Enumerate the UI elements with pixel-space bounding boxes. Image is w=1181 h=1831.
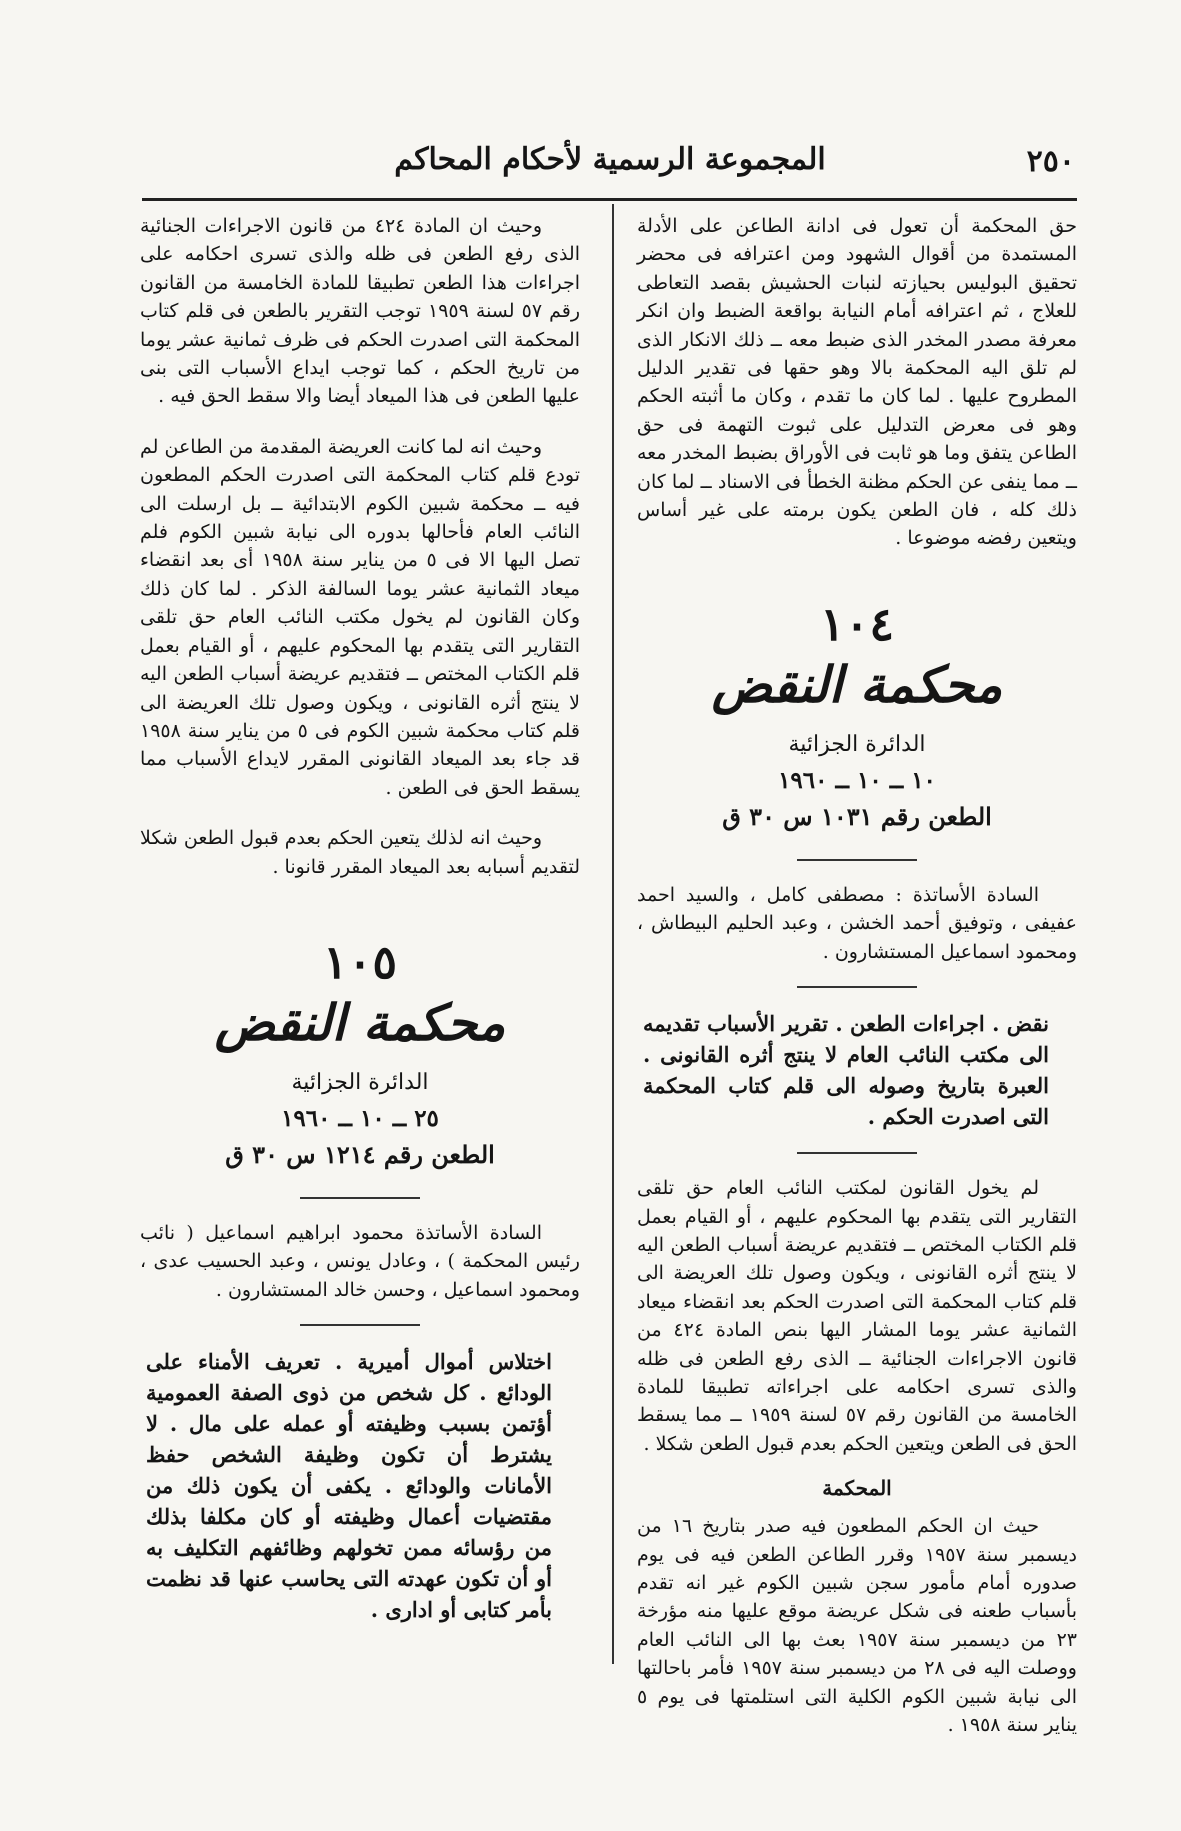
case-date: ٢٥ ــ ١٠ ــ ١٩٦٠: [281, 1104, 439, 1132]
running-title: المجموعة الرسمية لأحكام المحاكم: [394, 142, 826, 177]
case-number: ١٠٥: [322, 934, 398, 989]
reasoning-paragraph-2: وحيث انه لما كانت العريضة المقدمة من الطاعن لم تودع قلم كتاب المحكمة التى اصدرت الحكم المطعون فيه ــ محكمة شبين الكوم الابتدائية ــ بل ارسلت الى النائب العام فأحالها بدوره الى نيابة شبين الكوم فلم تصل اليها الا فى ٥ من يناير سنة ١٩٥٨ أى بعد انقضاء ميعاد الثمانية عشر يوما السالفة الذكر . لما كان ذلك وكان القانون لم يخول مكتب النائب العام حق تلقى التقارير التى يتقدم بها المحكوم عليهم ، أو القيام بعمل قلم الكتاب المختص ــ فتقديم عريضة أسباب الطعن اليه لا ينتج أثره القانونى ، ويكون وصول تلك العريضة الى قلم كتاب محكمة شبين الكوم فى ٥ من يناير سنة ١٩٥٨ قد جاء بعد الميعاد القانونى المقرر لايداع الأسباب مما يسقط الحق فى الطعن .: [140, 435, 580, 799]
section-rule: [797, 859, 917, 861]
page-header: [145, 138, 1075, 190]
headnote: نقض . اجراءات الطعن . تقرير الأسباب تقديمه الى مكتب النائب العام لا ينتج أثره القانونى . العبرة بتاريخ وصوله الى قلم كتاب المحكمة التى اصدرت الحكم .: [643, 1011, 1049, 1130]
left-column: [140, 212, 580, 1635]
section-rule: [300, 1197, 420, 1199]
judges-list: السادة الأساتذة محمود ابراهيم اسماعيل ( نائب رئيس المحكمة ) ، وعادل يونس ، وعبد الحسيب عدى ، ومحمود اسماعيل ، وحسن خالد المستشارون .: [140, 1221, 580, 1301]
reasoning-paragraph-3: وحيث انه لذلك يتعين الحكم بعدم قبول الطعن شكلا لتقديم أسبابه بعد الميعاد المقرر قانونا .: [140, 827, 580, 878]
court-reasoning-paragraph: حيث ان الحكم المطعون فيه صدر بتاريخ ١٦ من ديسمبر سنة ١٩٥٧ وقرر الطاعن الطعن فيه فى يوم صدوره أمام مأمور سجن شبين الكوم غير انه تقدم بأسباب طعنه فى شكل عريضة موقع عليها منه مؤرخة ٢٣ من ديسمبر سنة ١٩٥٧ بعث بها الى النائب العام ووصلت اليه فى ٢٨ من ديسمبر سنة ١٩٥٧ فأمر باحالتها الى نيابة شبين الكوم الكلية التى استلمتها فى يوم ٥ يناير سنة ١٩٥٨ .: [637, 1515, 1078, 1736]
court-name: محكمة النقض: [711, 654, 1003, 714]
header-rule: [142, 198, 1077, 201]
column-divider: [612, 204, 614, 1664]
court-circuit: الدائرة الجزائية: [788, 731, 926, 757]
court-name: محكمة النقض: [214, 992, 506, 1052]
appeal-number: الطعن رقم ١٠٣١ س ٣٠ ق: [722, 801, 992, 831]
court-section-heading: المحكمة: [822, 1476, 892, 1501]
headnote: اختلاس أموال أميرية . تعريف الأمناء على الودائع . كل شخص من ذوى الصفة العمومية أؤتمن بسبب وظيفته أو عمله على مال . لا يشترط أن تكون وظيفة الشخص حفظ الأمانات والودائع . يكفى أن يكون ذلك من مقتضيات أعمال وظيفته أو كان مكلفا بذلك من رؤسائه ممن تخولهم وظائفهم التكليف به أو أن تكون عهدته التى يحاسب عنها قد نظمت بأمر كتابى أو ادارى .: [146, 1349, 552, 1623]
intro-paragraph: حق المحكمة أن تعول فى ادانة الطاعن على الأدلة المستمدة من أقوال الشهود ومن اعترافه فى محضر تحقيق البوليس بحيازته لنبات الحشيش بقصد التعاطى للعلاج ، ثم اعترافه أمام النيابة بواقعة الضبط وان انكر معرفة مصدر المخدر الذى ضبط معه ــ ذلك الانكار الذى لم تلق اليه المحكمة بالا وهو حقها فى تقدير الدليل المطروح عليها . لما كان ما تقدم ، وكان ما أثبته الحكم وهو فى معرض التدليل على ثبوت التهمة فى حق الطاعن يتفق وما هو ثابت فى الأوراق بضبط المخدر معه ــ مما ينفى عن الحكم مظنة الخطأ فى الاسناد ــ لما كان ذلك كله ، فان الطعن يكون برمته على غير أساس ويتعين رفضه موضوعا .: [637, 215, 1077, 550]
section-rule: [797, 1152, 917, 1154]
court-circuit: الدائرة الجزائية: [291, 1069, 429, 1095]
case-date: ١٠ ــ ١٠ ــ ١٩٦٠: [778, 766, 936, 794]
reasoning-paragraph-1: وحيث ان المادة ٤٢٤ من قانون الاجراءات الجنائية الذى رفع الطعن فى ظله والذى تسرى احكامه على اجراءات هذا الطعن تطبيقا للمادة الخامسة من القانون رقم ٥٧ لسنة ١٩٥٩ توجب التقرير بالطعن فى قلم كتاب المحكمة التى اصدرت الحكم فى ظرف ثمانية عشر يوما من تاريخ الحكم ، كما توجب ايداع الأسباب التى بنى عليها الطعن فى هذا الميعاد أيضا والا سقط الحق فيه .: [140, 215, 580, 408]
judges-list: السادة الأساتذة : مصطفى كامل ، والسيد احمد عفيفى ، وتوفيق أحمد الخشن ، وعبد الحليم البيطاش ، ومحمود اسماعيل المستشارون .: [637, 883, 1077, 963]
page-number: ٢٥٠: [1026, 144, 1075, 179]
legal-principle: لم يخول القانون لمكتب النائب العام حق تلقى التقارير التى يتقدم بها المحكوم عليهم ، أو القيام بعمل قلم الكتاب المختص ــ فتقديم عريضة أسباب الطعن اليه لا ينتج أثره القانونى ، ويكون وصول تلك العريضة الى قلم كتاب المحكمة التى اصدرت الحكم بعد انقضاء ميعاد الثمانية عشر يوما المشار اليها بنص المادة ٤٢٤ من قانون الاجراءات الجنائية ــ الذى رفع الطعن فى ظله والذى تسرى احكامه على اجراءاته تطبيقا للمادة الخامسة من القانون رقم ٥٧ لسنة ١٩٥٩ ــ مما يسقط الحق فى الطعن ويتعين الحكم بعدم قبول الطعن شكلا .: [637, 1177, 1077, 1455]
section-rule: [300, 1324, 420, 1326]
right-column: [637, 212, 1077, 1757]
case-number: ١٠٤: [819, 596, 895, 651]
appeal-number: الطعن رقم ١٢١٤ س ٣٠ ق: [225, 1139, 495, 1169]
section-rule: [797, 986, 917, 988]
